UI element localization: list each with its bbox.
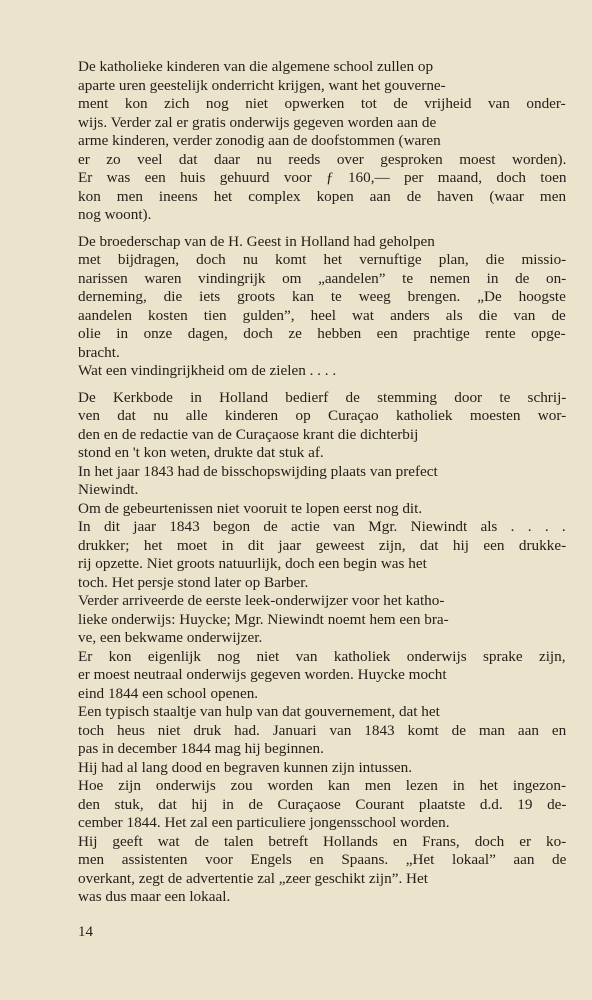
text-line: In dit jaar 1843 begon de actie van Mgr. Niewindt als . . . .: [78, 518, 566, 535]
text-line: ment kon zich nog niet opwerken tot de vrijheid van onder-: [78, 95, 566, 112]
text-line: wijs. Verder zal er gratis onderwijs gegeven worden aan de: [78, 113, 437, 131]
text-line: drukker; het moet in dit jaar geweest zijn, dat hij een drukke-: [78, 536, 566, 554]
text-line: olie in onze dagen, doch ze hebben een prachtige rente opge-: [78, 325, 566, 342]
text-line: derneming, die iets groots kan te weeg brengen. „De hoogste: [78, 288, 566, 305]
text-line: was dus maar een lokaal.: [78, 888, 231, 905]
text-line: ven dat nu alle kinderen op Curaçao katholiek moesten wor-: [78, 407, 566, 424]
text-line: Hij had al lang dood en begraven kunnen zijn intussen.: [78, 758, 413, 776]
paragraph: [78, 233, 566, 381]
text-line: De Kerkbode in Holland bedierf de stemming door te schrij-: [78, 388, 566, 406]
text-line: arme kinderen, verder zonodig aan de doofstommen (waren: [78, 132, 441, 149]
text-line: ve, een bekwame onderwijzer.: [78, 629, 263, 646]
text-line: den stuk, dat hij in de Curaçaose Courant plaatste d.d. 19 de-: [78, 795, 566, 813]
text-line: Om de gebeurtenissen niet vooruit te lopen eerst nog dit.: [78, 499, 423, 517]
paragraph: [78, 389, 566, 907]
text-line: men assistenten voor Engels en Spaans. „Het lokaal” aan de: [78, 851, 566, 868]
text-line: aandelen kosten tien gulden”, heel wat anders als die van de: [78, 306, 566, 324]
paragraph: [78, 58, 566, 225]
text-line: bracht.: [78, 343, 120, 361]
paragraph-gap: [78, 225, 566, 233]
text-line: met bijdragen, doch nu komt het vernuftige plan, die missio-: [78, 251, 566, 268]
text-line: In het jaar 1843 had de bisschopswijding plaats van prefect: [78, 462, 438, 480]
text-line: toch heus niet druk had. Januari van 1843 komt de man aan en: [78, 721, 566, 739]
text-line: De broederschap van de H. Geest in Holland had geholpen: [78, 232, 435, 250]
text-line: Hij geeft wat de talen betreft Hollands en Frans, doch er ko-: [78, 832, 566, 850]
text-line: Verder arriveerde de eerste leek-onderwijzer voor het katho-: [78, 592, 445, 609]
text-line: er moest neutraal onderwijs gegeven worden. Huycke mocht: [78, 666, 447, 683]
text-line: er zo veel dat daar nu reeds over gesproken moest worden).: [78, 150, 566, 168]
text-line: stond en 't kon weten, drukte dat stuk af.: [78, 444, 324, 461]
text-line: cember 1844. Het zal een particuliere jongensschool worden.: [78, 814, 450, 831]
text-line: Wat een vindingrijkheid om de zielen . . . .: [78, 362, 337, 379]
text-line: Een typisch staaltje van hulp van dat gouvernement, dat het: [78, 703, 440, 720]
text-line: kon men ineens het complex kopen aan de haven (waar men: [78, 187, 566, 205]
text-line: aparte uren geestelijk onderricht krijgen, want het gouverne-: [78, 76, 446, 94]
page-number: 14: [78, 924, 93, 940]
paragraph-gap: [78, 381, 566, 389]
text-line: lieke onderwijs: Huycke; Mgr. Niewindt noemt hem een bra-: [78, 610, 449, 628]
text-line: pas in december 1844 mag hij beginnen.: [78, 740, 324, 757]
text-line: nog woont).: [78, 206, 152, 223]
body-text: [78, 58, 566, 907]
text-line: De katholieke kinderen van die algemene school zullen op: [78, 58, 434, 75]
text-line: toch. Het persje stond later op Barber.: [78, 573, 309, 591]
text-line: Er was een huis gehuurd voor ƒ 160,— per maand, doch toen: [78, 169, 566, 186]
text-line: Hoe zijn onderwijs zou worden kan men lezen in het ingezon-: [78, 777, 566, 794]
text-line: den en de redactie van de Curaçaose krant die dichterbij: [78, 425, 419, 443]
text-line: rij opzette. Niet groots natuurlijk, doch een begin was het: [78, 555, 427, 572]
text-line: Niewindt.: [78, 481, 139, 498]
text-line: Er kon eigenlijk nog niet van katholiek onderwijs sprake zijn,: [78, 647, 566, 665]
text-line: eind 1844 een school openen.: [78, 684, 259, 702]
text-line: overkant, zegt de advertentie zal „zeer geschikt zijn”. Het: [78, 869, 428, 887]
text-line: narissen waren vindingrijk om „aandelen” te nemen in de on-: [78, 269, 566, 287]
